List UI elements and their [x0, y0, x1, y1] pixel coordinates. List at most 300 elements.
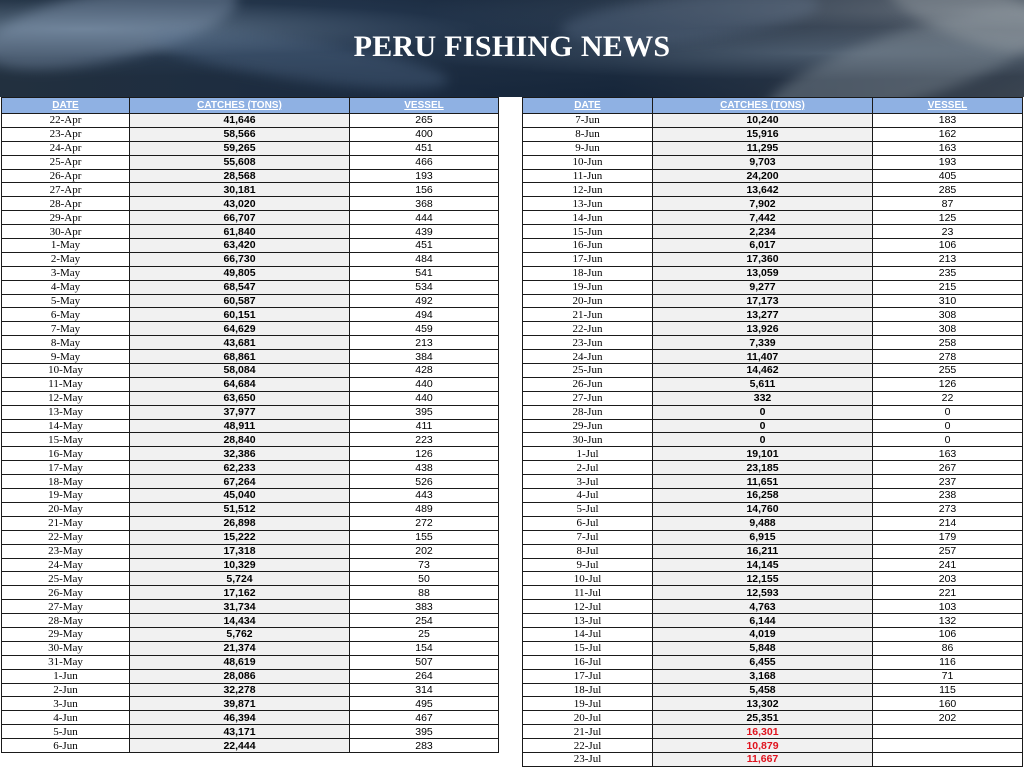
catches-cell: 66,707 [130, 211, 350, 225]
column-header-catches[interactable]: CATCHES (TONS) [130, 98, 350, 114]
header-banner [0, 0, 1024, 97]
vessel-cell: 258 [873, 336, 1023, 350]
catches-cell: 64,629 [130, 322, 350, 336]
vessel-cell: 255 [873, 364, 1023, 378]
date-cell: 28-May [2, 614, 130, 628]
catches-cell: 7,339 [653, 336, 873, 350]
table-row [2, 211, 499, 225]
catches-cell: 63,420 [130, 239, 350, 253]
table-row [2, 266, 499, 280]
date-cell: 17-May [2, 461, 130, 475]
vessel-cell: 241 [873, 558, 1023, 572]
table-row [2, 502, 499, 516]
table-row [523, 197, 1023, 211]
catches-cell: 26,898 [130, 516, 350, 530]
catches-cell: 25,351 [653, 711, 873, 725]
date-cell: 18-Jun [523, 266, 653, 280]
table-row [2, 155, 499, 169]
catches-cell: 21,374 [130, 641, 350, 655]
vessel-cell: 492 [350, 294, 499, 308]
date-cell: 19-Jun [523, 280, 653, 294]
vessel-cell: 466 [350, 155, 499, 169]
table-row [523, 461, 1023, 475]
date-cell: 15-May [2, 433, 130, 447]
vessel-cell [873, 739, 1023, 753]
vessel-cell: 272 [350, 516, 499, 530]
date-cell: 27-Apr [2, 183, 130, 197]
catches-cell: 6,144 [653, 614, 873, 628]
table-row [523, 697, 1023, 711]
table-row [523, 600, 1023, 614]
table-row [2, 572, 499, 586]
column-header-vessel[interactable]: VESSEL [873, 98, 1023, 114]
catches-cell: 2,234 [653, 225, 873, 239]
table-row [2, 169, 499, 183]
catches-cell: 10,329 [130, 558, 350, 572]
vessel-cell: 438 [350, 461, 499, 475]
table-row [523, 183, 1023, 197]
table-row [523, 669, 1023, 683]
vessel-cell: 88 [350, 586, 499, 600]
table-row [523, 405, 1023, 419]
table-row [523, 683, 1023, 697]
vessel-cell: 439 [350, 225, 499, 239]
table-row [2, 252, 499, 266]
catches-cell: 11,651 [653, 475, 873, 489]
catches-cell: 68,861 [130, 350, 350, 364]
vessel-cell: 368 [350, 197, 499, 211]
table-row [2, 655, 499, 669]
table-row [2, 419, 499, 433]
vessel-cell: 162 [873, 127, 1023, 141]
vessel-cell: 444 [350, 211, 499, 225]
catches-cell: 17,173 [653, 294, 873, 308]
catches-cell: 60,151 [130, 308, 350, 322]
date-cell: 7-Jun [523, 114, 653, 128]
date-cell: 2-Jul [523, 461, 653, 475]
date-cell: 26-Apr [2, 169, 130, 183]
catches-cell: 41,646 [130, 114, 350, 128]
table-row [2, 447, 499, 461]
catches-cell: 13,059 [653, 266, 873, 280]
vessel-cell: 285 [873, 183, 1023, 197]
table-row [523, 711, 1023, 725]
table-row [523, 155, 1023, 169]
catches-cell: 10,240 [653, 114, 873, 128]
date-cell: 26-Jun [523, 377, 653, 391]
vessel-cell: 310 [873, 294, 1023, 308]
vessel-cell: 459 [350, 322, 499, 336]
table-row [2, 197, 499, 211]
date-cell: 6-Jun [2, 739, 130, 753]
date-cell: 27-Jun [523, 391, 653, 405]
table-row [523, 475, 1023, 489]
date-cell: 11-Jun [523, 169, 653, 183]
catches-cell: 16,211 [653, 544, 873, 558]
vessel-cell: 541 [350, 266, 499, 280]
date-cell: 2-May [2, 252, 130, 266]
table-row [523, 627, 1023, 641]
date-cell: 1-Jun [2, 669, 130, 683]
date-cell: 23-Apr [2, 127, 130, 141]
date-cell: 23-Jul [523, 752, 653, 766]
vessel-cell: 384 [350, 350, 499, 364]
vessel-cell: 179 [873, 530, 1023, 544]
catches-cell: 16,258 [653, 489, 873, 503]
catches-cell: 14,462 [653, 364, 873, 378]
vessel-cell: 87 [873, 197, 1023, 211]
catches-cell: 7,902 [653, 197, 873, 211]
column-header-date[interactable]: DATE [2, 98, 130, 114]
vessel-cell: 202 [873, 711, 1023, 725]
catches-cell: 51,512 [130, 502, 350, 516]
table-row [2, 641, 499, 655]
catches-cell: 43,020 [130, 197, 350, 211]
vessel-cell: 440 [350, 377, 499, 391]
date-cell: 26-May [2, 586, 130, 600]
date-cell: 21-May [2, 516, 130, 530]
vessel-cell: 484 [350, 252, 499, 266]
catches-cell: 63,650 [130, 391, 350, 405]
catches-cell: 58,566 [130, 127, 350, 141]
date-cell: 13-Jun [523, 197, 653, 211]
date-cell: 9-Jul [523, 558, 653, 572]
vessel-cell: 202 [350, 544, 499, 558]
table-row [523, 502, 1023, 516]
catches-cell: 5,458 [653, 683, 873, 697]
table-row [2, 530, 499, 544]
date-cell: 7-May [2, 322, 130, 336]
vessel-cell: 400 [350, 127, 499, 141]
date-cell: 5-May [2, 294, 130, 308]
table-row [2, 405, 499, 419]
catches-cell: 59,265 [130, 141, 350, 155]
date-cell: 18-Jul [523, 683, 653, 697]
table-row [523, 239, 1023, 253]
table-row [2, 364, 499, 378]
date-cell: 15-Jul [523, 641, 653, 655]
catches-cell: 37,977 [130, 405, 350, 419]
vessel-cell: 203 [873, 572, 1023, 586]
vessel-cell: 156 [350, 183, 499, 197]
date-cell: 19-Jul [523, 697, 653, 711]
catches-cell: 58,084 [130, 364, 350, 378]
vessel-cell: 193 [873, 155, 1023, 169]
date-cell: 20-May [2, 502, 130, 516]
vessel-cell [873, 752, 1023, 766]
date-cell: 18-May [2, 475, 130, 489]
vessel-cell: 443 [350, 489, 499, 503]
table-row [2, 683, 499, 697]
table-row [523, 211, 1023, 225]
catches-cell: 332 [653, 391, 873, 405]
catches-cell: 12,155 [653, 572, 873, 586]
vessel-cell: 254 [350, 614, 499, 628]
catches-cell: 5,848 [653, 641, 873, 655]
table-row [523, 294, 1023, 308]
date-cell: 6-May [2, 308, 130, 322]
date-cell: 12-Jul [523, 600, 653, 614]
catches-cell: 11,667 [653, 752, 873, 766]
vessel-cell: 155 [350, 530, 499, 544]
vessel-cell: 467 [350, 711, 499, 725]
table-row [2, 377, 499, 391]
date-cell: 15-Jun [523, 225, 653, 239]
table-row [523, 336, 1023, 350]
catches-cell: 10,879 [653, 739, 873, 753]
catches-cell: 62,233 [130, 461, 350, 475]
date-cell: 24-Apr [2, 141, 130, 155]
vessel-cell: 0 [873, 405, 1023, 419]
vessel-cell: 183 [873, 114, 1023, 128]
vessel-cell: 451 [350, 239, 499, 253]
table-row [523, 280, 1023, 294]
date-cell: 2-Jun [2, 683, 130, 697]
vessel-cell: 257 [873, 544, 1023, 558]
date-cell: 12-May [2, 391, 130, 405]
catches-cell: 0 [653, 405, 873, 419]
table-row [523, 725, 1023, 739]
date-cell: 23-Jun [523, 336, 653, 350]
vessel-cell: 116 [873, 655, 1023, 669]
vessel-cell: 163 [873, 141, 1023, 155]
catches-cell: 55,608 [130, 155, 350, 169]
catches-cell: 48,911 [130, 419, 350, 433]
vessel-cell: 125 [873, 211, 1023, 225]
column-header-catches[interactable]: CATCHES (TONS) [653, 98, 873, 114]
date-cell: 11-May [2, 377, 130, 391]
date-cell: 8-May [2, 336, 130, 350]
vessel-cell: 265 [350, 114, 499, 128]
vessel-cell: 428 [350, 364, 499, 378]
catches-cell: 28,840 [130, 433, 350, 447]
catches-cell: 23,185 [653, 461, 873, 475]
table-row [2, 350, 499, 364]
column-header-vessel[interactable]: VESSEL [350, 98, 499, 114]
catches-cell: 49,805 [130, 266, 350, 280]
vessel-cell: 267 [873, 461, 1023, 475]
vessel-cell: 383 [350, 600, 499, 614]
vessel-cell: 534 [350, 280, 499, 294]
date-cell: 17-Jul [523, 669, 653, 683]
date-cell: 20-Jun [523, 294, 653, 308]
table-row [523, 572, 1023, 586]
vessel-cell: 132 [873, 614, 1023, 628]
table-row [523, 322, 1023, 336]
table-row [523, 350, 1023, 364]
column-header-date[interactable]: DATE [523, 98, 653, 114]
catches-cell: 9,488 [653, 516, 873, 530]
table-row [2, 627, 499, 641]
date-cell: 5-Jun [2, 725, 130, 739]
vessel-cell: 103 [873, 600, 1023, 614]
date-cell: 30-Apr [2, 225, 130, 239]
catches-cell: 9,703 [653, 155, 873, 169]
table-row [523, 419, 1023, 433]
catches-cell: 28,568 [130, 169, 350, 183]
vessel-cell: 238 [873, 489, 1023, 503]
date-cell: 16-May [2, 447, 130, 461]
table-row [2, 294, 499, 308]
catches-cell: 17,318 [130, 544, 350, 558]
catches-cell: 6,455 [653, 655, 873, 669]
date-cell: 20-Jul [523, 711, 653, 725]
date-cell: 1-May [2, 239, 130, 253]
catches-cell: 19,101 [653, 447, 873, 461]
date-cell: 29-Jun [523, 419, 653, 433]
date-cell: 1-Jul [523, 447, 653, 461]
date-cell: 25-Apr [2, 155, 130, 169]
catches-cell: 60,587 [130, 294, 350, 308]
table-row [2, 516, 499, 530]
catches-cell: 39,871 [130, 697, 350, 711]
vessel-cell: 71 [873, 669, 1023, 683]
date-cell: 16-Jun [523, 239, 653, 253]
catches-cell: 68,547 [130, 280, 350, 294]
vessel-cell: 308 [873, 308, 1023, 322]
catches-cell: 31,734 [130, 600, 350, 614]
table-row [523, 655, 1023, 669]
vessel-cell: 154 [350, 641, 499, 655]
date-cell: 7-Jul [523, 530, 653, 544]
date-cell: 30-May [2, 641, 130, 655]
catches-cell: 5,724 [130, 572, 350, 586]
table-row [2, 697, 499, 711]
vessel-cell: 283 [350, 739, 499, 753]
catches-cell: 13,277 [653, 308, 873, 322]
vessel-cell: 495 [350, 697, 499, 711]
table-row [2, 586, 499, 600]
vessel-cell: 489 [350, 502, 499, 516]
table-row [2, 391, 499, 405]
vessel-cell: 278 [873, 350, 1023, 364]
catches-cell: 6,915 [653, 530, 873, 544]
date-cell: 10-Jun [523, 155, 653, 169]
catches-cell: 66,730 [130, 252, 350, 266]
date-cell: 10-Jul [523, 572, 653, 586]
table-row [2, 225, 499, 239]
date-cell: 8-Jul [523, 544, 653, 558]
table-row [2, 544, 499, 558]
catches-cell: 12,593 [653, 586, 873, 600]
catches-cell: 7,442 [653, 211, 873, 225]
table-row [2, 433, 499, 447]
vessel-cell: 223 [350, 433, 499, 447]
vessel-cell: 160 [873, 697, 1023, 711]
catches-cell: 13,642 [653, 183, 873, 197]
table-row [2, 114, 499, 128]
catches-cell: 32,278 [130, 683, 350, 697]
vessel-cell: 0 [873, 419, 1023, 433]
vessel-cell: 314 [350, 683, 499, 697]
vessel-cell: 264 [350, 669, 499, 683]
date-cell: 22-Jul [523, 739, 653, 753]
date-cell: 11-Jul [523, 586, 653, 600]
table-row [523, 127, 1023, 141]
table-row [2, 711, 499, 725]
vessel-cell: 494 [350, 308, 499, 322]
vessel-cell: 73 [350, 558, 499, 572]
vessel-cell: 405 [873, 169, 1023, 183]
table-row [523, 377, 1023, 391]
vessel-cell: 440 [350, 391, 499, 405]
table-row [2, 127, 499, 141]
table-row [523, 391, 1023, 405]
date-cell: 13-May [2, 405, 130, 419]
table-row [523, 558, 1023, 572]
date-cell: 29-Apr [2, 211, 130, 225]
date-cell: 16-Jul [523, 655, 653, 669]
vessel-cell: 235 [873, 266, 1023, 280]
date-cell: 14-May [2, 419, 130, 433]
table-row [2, 725, 499, 739]
catches-cell: 13,302 [653, 697, 873, 711]
date-cell: 29-May [2, 627, 130, 641]
table-row [523, 114, 1023, 128]
catches-table-left [1, 97, 499, 753]
vessel-cell: 395 [350, 405, 499, 419]
catches-cell: 43,171 [130, 725, 350, 739]
catches-cell: 3,168 [653, 669, 873, 683]
catches-cell: 32,386 [130, 447, 350, 461]
table-row [2, 489, 499, 503]
table-row [2, 336, 499, 350]
vessel-cell: 221 [873, 586, 1023, 600]
table-row [2, 600, 499, 614]
table-row [2, 614, 499, 628]
date-cell: 22-Jun [523, 322, 653, 336]
table-row [523, 433, 1023, 447]
catches-cell: 4,763 [653, 600, 873, 614]
date-cell: 23-May [2, 544, 130, 558]
date-cell: 3-Jul [523, 475, 653, 489]
date-cell: 9-May [2, 350, 130, 364]
vessel-cell: 23 [873, 225, 1023, 239]
date-cell: 19-May [2, 489, 130, 503]
table-row [523, 169, 1023, 183]
date-cell: 21-Jun [523, 308, 653, 322]
date-cell: 8-Jun [523, 127, 653, 141]
catches-cell: 64,684 [130, 377, 350, 391]
catches-cell: 61,840 [130, 225, 350, 239]
table-row [2, 322, 499, 336]
catches-cell: 0 [653, 433, 873, 447]
table-row [2, 475, 499, 489]
catches-cell: 17,162 [130, 586, 350, 600]
catches-cell: 15,916 [653, 127, 873, 141]
catches-cell: 14,434 [130, 614, 350, 628]
table-row [2, 558, 499, 572]
table-header-row [2, 98, 499, 114]
page-title: PERU FISHING NEWS [353, 30, 671, 63]
vessel-cell: 451 [350, 141, 499, 155]
catches-cell: 13,926 [653, 322, 873, 336]
date-cell: 13-Jul [523, 614, 653, 628]
table-row [523, 544, 1023, 558]
table-row [2, 141, 499, 155]
date-cell: 24-Jun [523, 350, 653, 364]
catches-cell: 16,301 [653, 725, 873, 739]
vessel-cell: 214 [873, 516, 1023, 530]
catches-cell: 9,277 [653, 280, 873, 294]
catches-cell: 28,086 [130, 669, 350, 683]
catches-cell: 0 [653, 419, 873, 433]
catches-cell: 6,017 [653, 239, 873, 253]
catches-cell: 43,681 [130, 336, 350, 350]
vessel-cell: 0 [873, 433, 1023, 447]
table-row [523, 141, 1023, 155]
table-row [2, 183, 499, 197]
